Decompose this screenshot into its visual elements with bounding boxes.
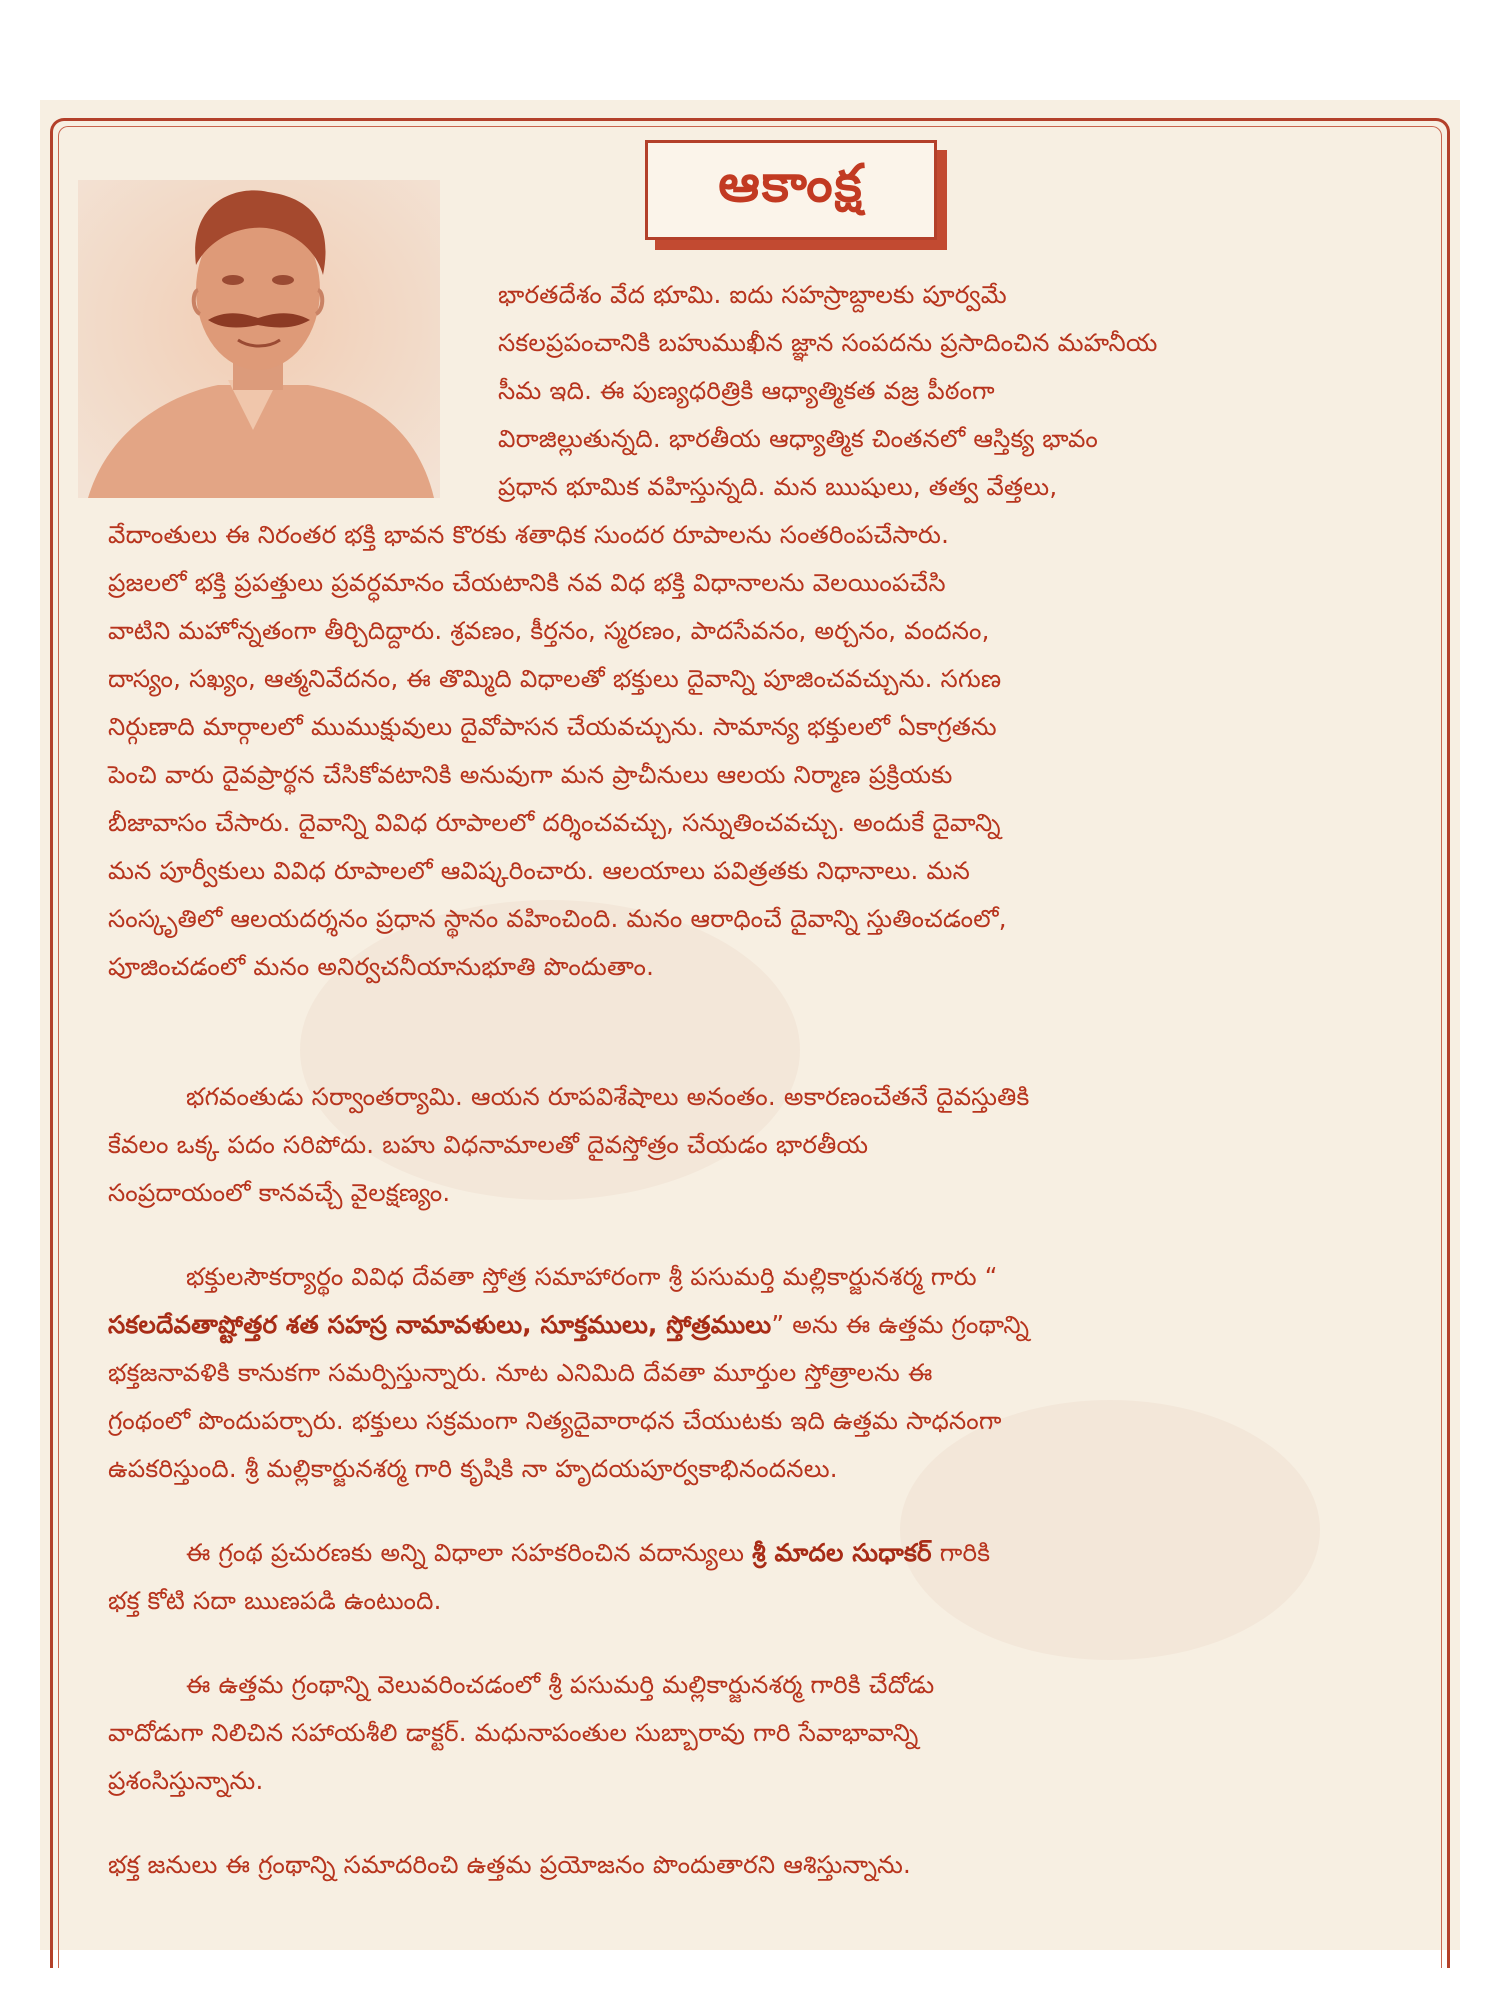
text-line: భక్తజనావళికి కానుకగా సమర్పిస్తున్నారు. నూట ఎనిమిది దేవతా మూర్తుల స్తోత్రాలను ఈ (108, 1358, 933, 1387)
book-title-suffix: ” అను ఈ ఉత్తమ గ్రంథాన్ని (771, 1310, 1030, 1339)
text-line: సంప్రదాయంలో కానవచ్చే వైలక్షణ్యం. (108, 1178, 451, 1207)
text-line: ప్రధాన భూమిక వహిస్తున్నది. మన ఋషులు, తత్వ వేత్తలు, (498, 472, 1058, 501)
text-line: నిర్గుణాది మార్గాలలో ముముక్షువులు దైవోపాసన చేయవచ్చును. సామాన్య భక్తులలో ఏకాగ్రతను (108, 712, 997, 741)
text-line: భక్త జనులు ఈ గ్రంథాన్ని సమాదరించి ఉత్తమ ప్రయోజనం పొందుతారని ఆశిస్తున్నాను. (108, 1850, 912, 1879)
publisher-pre: ఈ గ్రంథ ప్రచురణకు అన్ని విధాలా సహకరించిన వదాన్యులు (186, 1538, 753, 1567)
text-line: భక్తులసౌకర్యార్థం వివిధ దేవతా స్తోత్ర సమాహారంగా శ్రీ పసుమర్తి మల్లికార్జునశర్మ గారు “ (186, 1262, 998, 1291)
text-line: దాస్యం, సఖ్యం, ఆత్మనివేదనం, ఈ తొమ్మిది విధాలతో భక్తులు దైవాన్ని పూజించవచ్చును. సగుణ (108, 664, 1002, 693)
portrait-photo (78, 180, 440, 498)
page-title: ఆకాంక్ష (718, 153, 864, 214)
text-line: ఈ ఉత్తమ గ్రంథాన్ని వెలువరించడంలో శ్రీ పసుమర్తి మల్లికార్జునశర్మ గారికి చేదోడు (186, 1670, 935, 1699)
title-box (645, 140, 937, 240)
text-line: పూజించడంలో మనం అనిర్వచనీయానుభూతి పొందుతాం. (108, 952, 655, 981)
text-line: బీజావాసం చేసారు. దైవాన్ని వివిధ రూపాలలో దర్శించవచ్చు, సన్నుతించవచ్చు. అందుకే దైవాన్ని (108, 808, 1001, 837)
text-line: విరాజిల్లుతున్నది. భారతీయ ఆధ్యాత్మిక చింతనలో ఆస్తిక్య భావం (498, 424, 1099, 453)
portrait-label: portrait photo (255, 494, 263, 495)
text-line: భగవంతుడు సర్వాంతర్యామి. ఆయన రూపవిశేషాలు అనంతం. అకారణంచేతనే దైవస్తుతికి (186, 1082, 1030, 1111)
text-line: భక్త కోటి సదా ఋణపడి ఉంటుంది. (108, 1586, 442, 1615)
text-line: కేవలం ఒక్క పదం సరిపోదు. బహు విధనామాలతో దైవస్తోత్రం చేయడం భారతీయ (108, 1130, 869, 1159)
text-line: వాటిని మహోన్నతంగా తీర్చిదిద్దారు. శ్రవణం, కీర్తనం, స్మరణం, పాదసేవనం, అర్చనం, వందనం, (108, 616, 990, 645)
text-line: పెంచి వారు దైవప్రార్థన చేసికోవటానికి అనువుగా మన ప్రాచీనులు ఆలయ నిర్మాణ ప్రక్రియకు (108, 760, 953, 789)
text-line-publisher (186, 1538, 990, 1573)
text-line: సీమ ఇది. ఈ పుణ్యధరిత్రికి ఆధ్యాత్మికత వజ్ర పీఠంగా (498, 376, 995, 405)
text-line: భారతదేశం వేద భూమి. ఐదు సహస్రాబ్దాలకు పూర్వమే (498, 280, 1007, 309)
text-line: మన పూర్వీకులు వివిధ రూపాలలో ఆవిష్కరించారు. ఆలయాలు పవిత్రతకు నిధానాలు. మన (108, 856, 971, 885)
book-title: సకలదేవతాష్టోత్తర శత సహస్ర నామావళులు, సూక్తములు, స్తోత్రములు (108, 1310, 772, 1339)
text-line: సకలప్రపంచానికి బహుముఖీన జ్ఞాన సంపదను ప్రసాదించిన మహనీయ (498, 328, 1158, 357)
text-line: సంస్కృతిలో ఆలయదర్శనం ప్రధాన స్థానం వహించింది. మనం ఆరాధించే దైవాన్ని స్తుతించడంలో, (108, 904, 1007, 933)
publisher-post: గారికి (931, 1538, 991, 1567)
text-line: ప్రశంసిస్తున్నాను. (108, 1766, 264, 1795)
text-line: వేదాంతులు ఈ నిరంతర భక్తి భావన కొరకు శతాధిక సుందర రూపాలను సంతరింపచేసారు. (108, 520, 950, 549)
text-line: గ్రంథంలో పొందుపర్చారు. భక్తులు సక్రమంగా నిత్యదైవారాధన చేయుటకు ఇది ఉత్తమ సాధనంగా (108, 1406, 1002, 1435)
text-line: ఉపకరిస్తుంది. శ్రీ మల్లికార్జునశర్మ గారి కృషికి నా హృదయపూర్వకాభినందనలు. (108, 1454, 838, 1483)
publisher-name: శ్రీ మాదల సుధాకర్ (752, 1538, 932, 1567)
text-line: ప్రజలలో భక్తి ప్రపత్తులు ప్రవర్ధమానం చేయటానికి నవ విధ భక్తి విధానాలను వెలయింపచేసి (108, 568, 946, 597)
text-line-book-title (108, 1310, 1029, 1345)
text-line: వాదోడుగా నిలిచిన సహాయశీలి డాక్టర్. మధునాపంతుల సుబ్బారావు గారి సేవాభావాన్ని (108, 1718, 919, 1747)
